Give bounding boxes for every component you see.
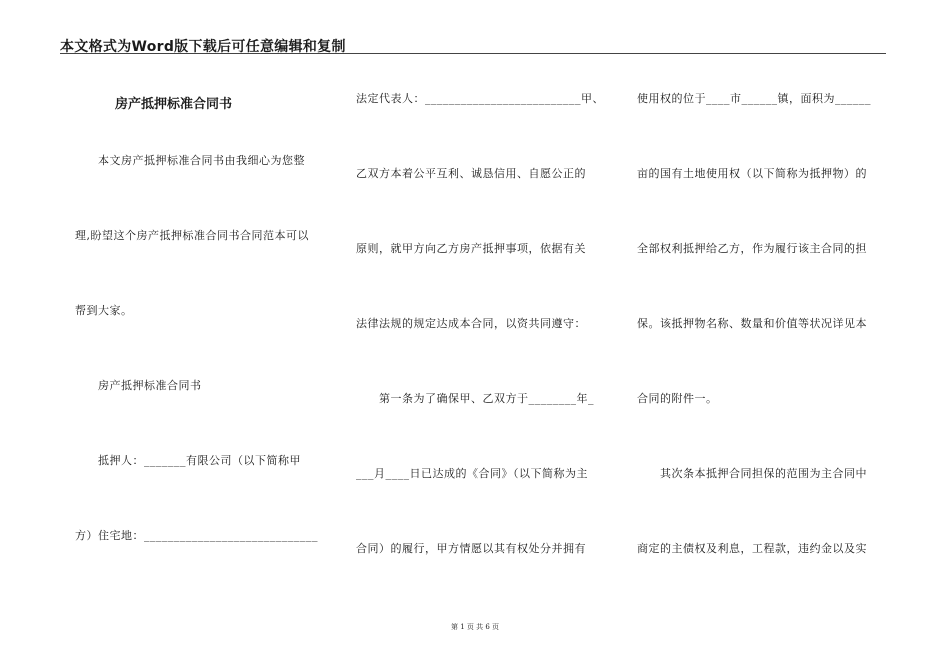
page-number: 第 1 页 共 6 页 [450,623,500,631]
text-line: 其次条本抵押合同担保的范围为主合同中 [637,467,867,480]
text-line: 抵押人：_______有限公司（以下简称甲 [75,454,301,467]
text-line: 方）住宅地：_____________________________ [75,529,318,542]
text-line: 帮到大家。 [75,304,133,317]
text-line: 第一条为了确保甲、乙双方于________年_ [356,392,594,405]
text-line: 本文房产抵押标准合同书由我细心为您整 [75,154,305,167]
text-line: 使用权的位于____市______镇，面积为______ [637,92,871,105]
text-line: 全部权利抵押给乙方，作为履行该主合同的担 [637,242,867,255]
text-column-3 [637,0,887,640]
document-title: 房产抵押标准合同书 [115,97,233,112]
text-line: 原则，就甲方向乙方房产抵押事项，依据有关 [356,242,586,255]
text-line: 保。该抵押物名称、数量和价值等状况详见本 [637,317,867,330]
text-column-1 [75,0,325,640]
text-line: 理,盼望这个房产抵押标准合同书合同范本可以 [75,229,309,242]
document-header: 本文格式为Word版下载后可任意编辑和复制 [60,39,346,55]
text-line: 亩的国有土地使用权（以下简称为抵押物）的 [637,167,867,180]
text-line: 法定代表人：__________________________甲、 [356,92,604,105]
text-line: 商定的主债权及利息，工程款，违约金以及实 [637,542,867,555]
text-line: 乙双方本着公平互利、诚恳信用、自愿公正的 [356,167,586,180]
text-line: 房产抵押标准合同书 [75,379,202,392]
text-line: 合同的附件一。 [637,392,718,405]
text-column-2 [356,0,606,640]
text-line: 法律法规的规定达成本合同，以资共同遵守： [356,317,586,330]
text-line: ___月____日已达成的《合同》（以下简称为主 [356,467,588,480]
text-line: 合同）的履行，甲方情愿以其有权处分并拥有 [356,542,586,555]
